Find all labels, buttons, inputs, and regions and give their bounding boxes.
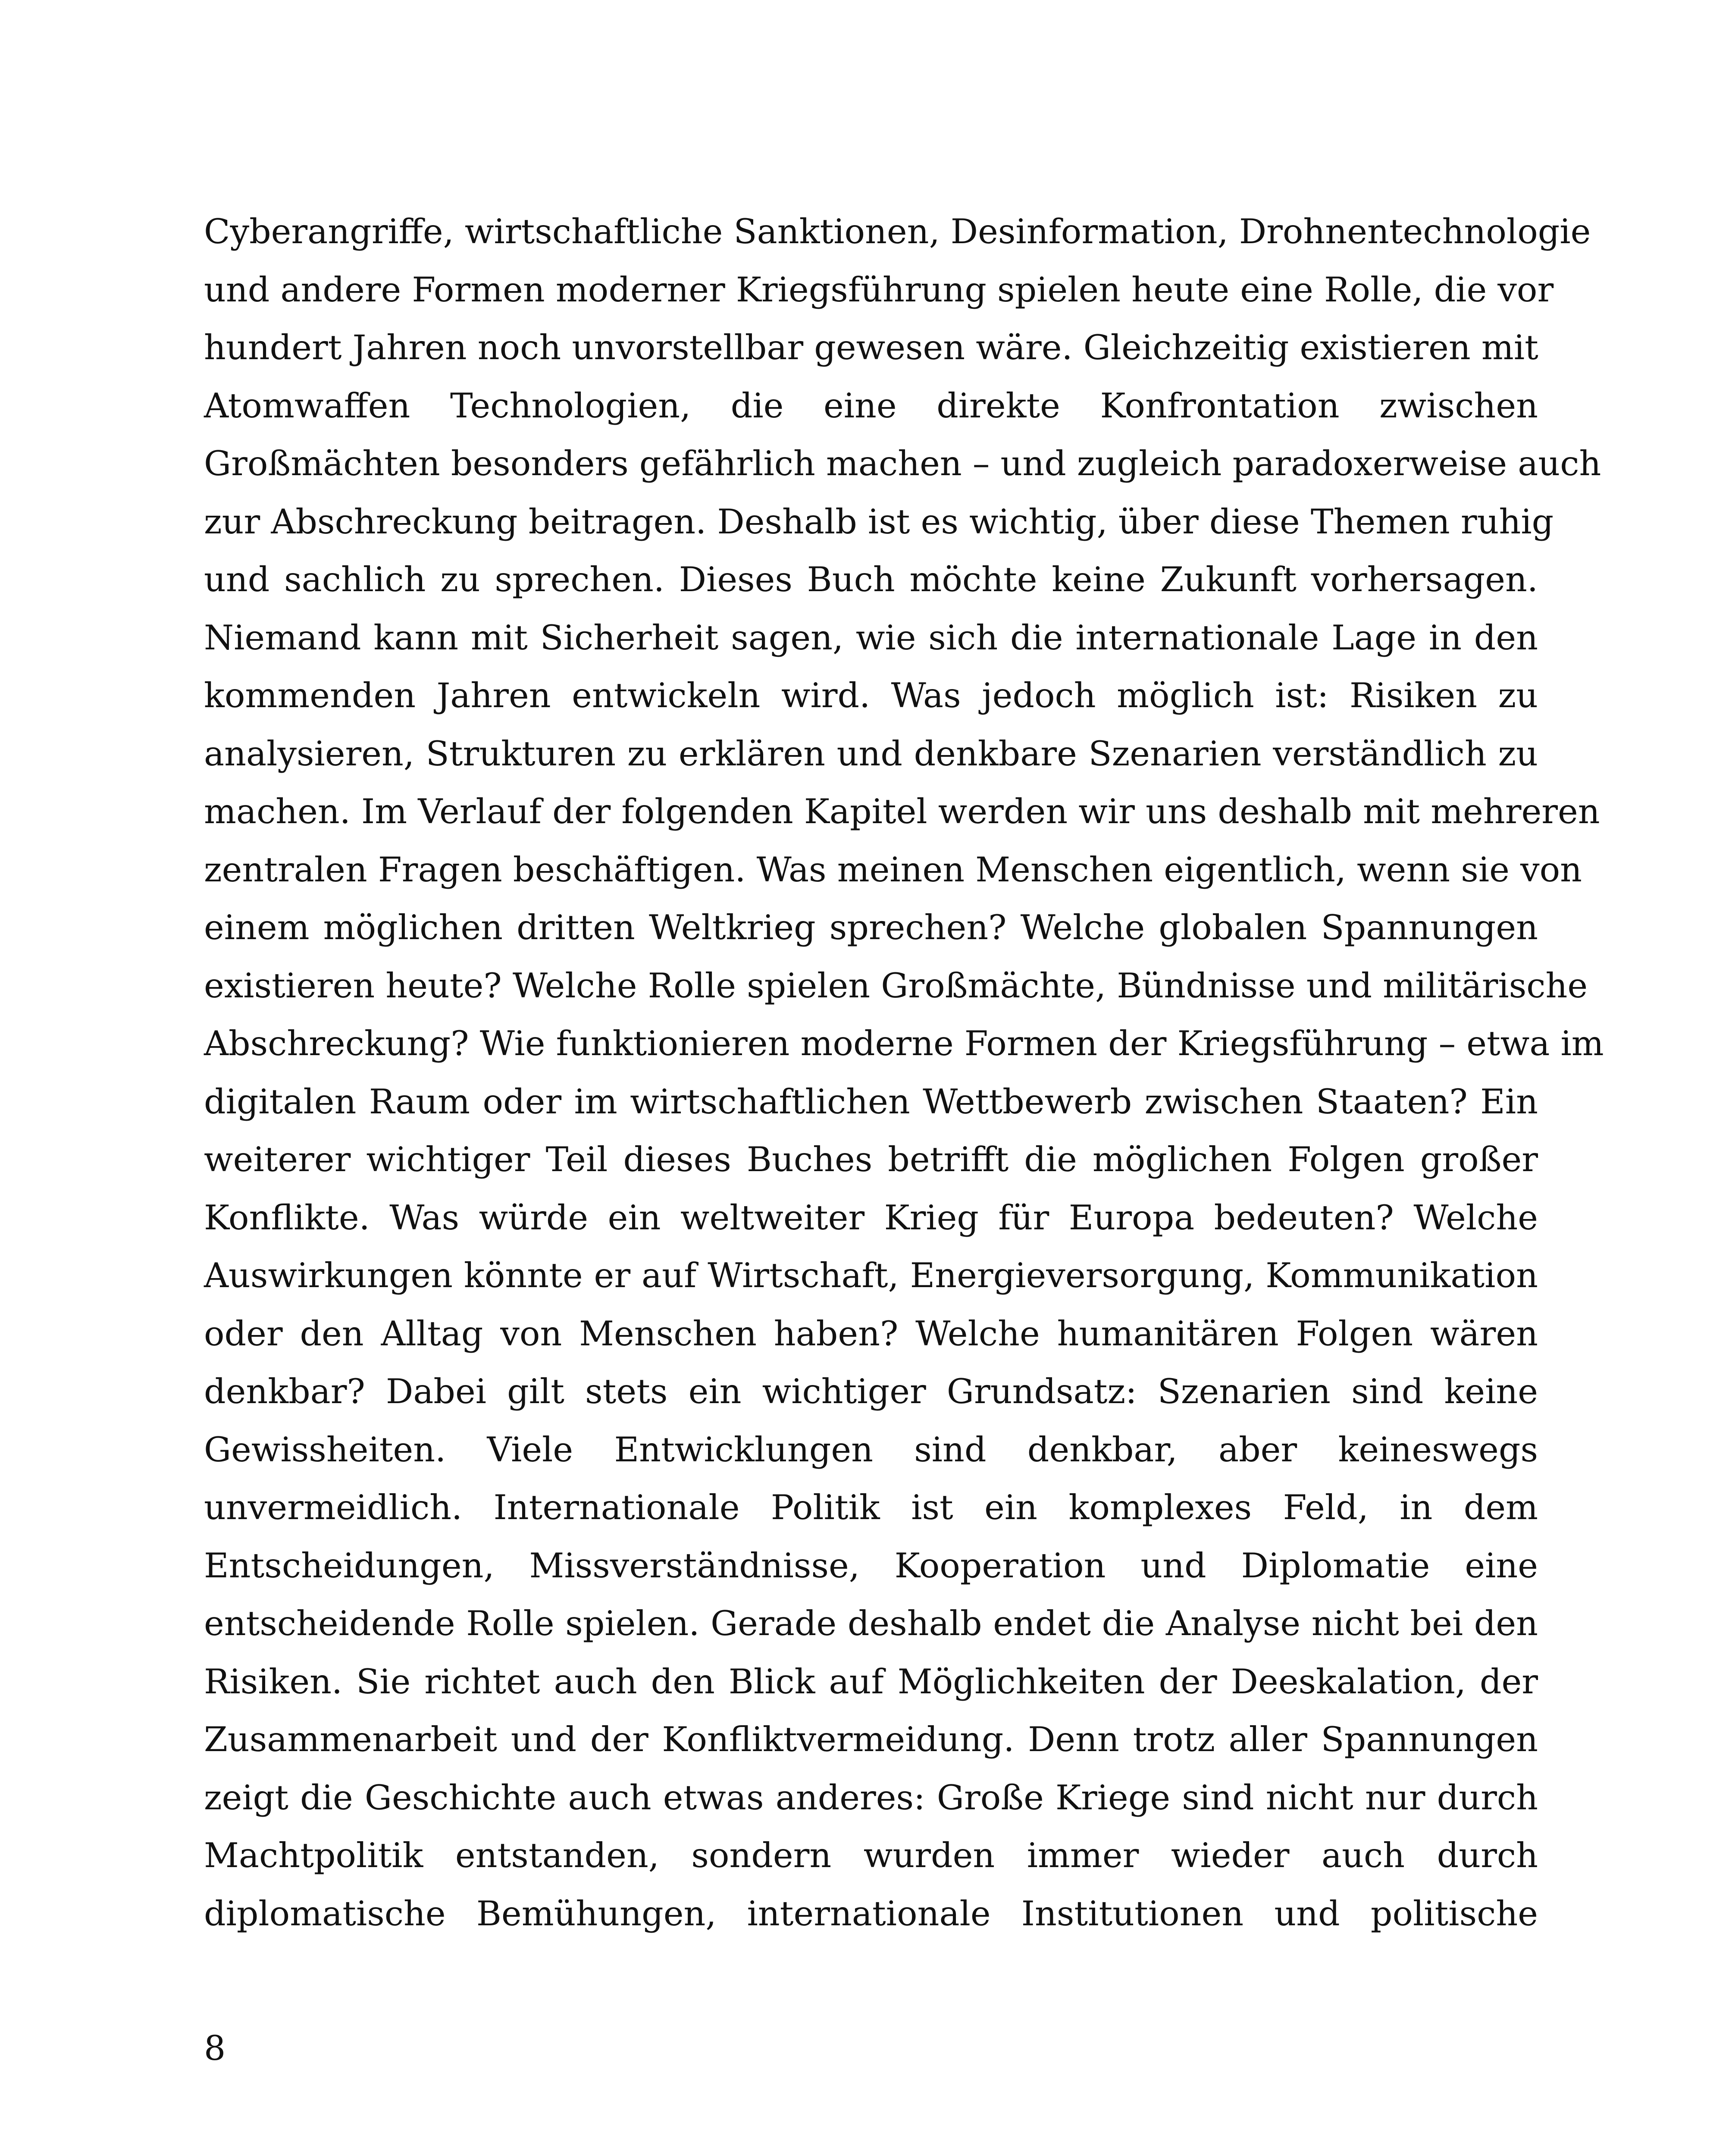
text-line: Cyberangriffe, wirtschaftliche Sanktionen, Desinformation, Drohnentechnologie	[204, 212, 1591, 251]
text-line: unvermeidlich. Internationale Politik ist ein komplexes Feld, in dem	[204, 1488, 1538, 1527]
text-line: existieren heute? Welche Rolle spielen Großmächte, Bündnisse und militärische	[204, 965, 1588, 1006]
text-line: Niemand kann mit Sicherheit sagen, wie sich die internationale Lage in den	[204, 617, 1538, 658]
text-line: und andere Formen moderner Kriegsführung spielen heute eine Rolle, die vor	[204, 270, 1554, 310]
text-line: hundert Jahren noch unvorstellbar gewesen wäre. Gleichzeitig existieren mit	[204, 328, 1538, 367]
text-line: Abschreckung? Wie funktionieren moderne Formen der Kriegsführung – etwa im	[204, 1024, 1604, 1063]
text-line: Konflikte. Was würde ein weltweiter Krieg für Europa bedeuten? Welche	[204, 1197, 1538, 1238]
text-line: zeigt die Geschichte auch etwas anderes: Große Kriege sind nicht nur durch	[204, 1777, 1538, 1818]
text-line: diplomatische Bemühungen, internationale Institutionen und politische	[204, 1893, 1538, 1934]
text-line: denkbar? Dabei gilt stets ein wichtiger Grundsatz: Szenarien sind keine	[204, 1372, 1538, 1411]
text-line: Gewissheiten. Viele Entwicklungen sind denkbar, aber keineswegs	[204, 1429, 1538, 1470]
text-line: Atomwaffen Technologien, die eine direkte Konfrontation zwischen	[204, 385, 1538, 426]
text-line: und sachlich zu sprechen. Dieses Buch möchte keine Zukunft vorhersagen.	[204, 560, 1538, 599]
text-line: Risiken. Sie richtet auch den Blick auf Möglichkeiten der Deeskalation, der	[204, 1661, 1538, 1702]
text-line: einem möglichen dritten Weltkrieg sprechen? Welche globalen Spannungen	[204, 908, 1538, 947]
text-line: oder den Alltag von Menschen haben? Welche humanitären Folgen wären	[204, 1313, 1538, 1354]
text-line: zentralen Fragen beschäftigen. Was meinen Menschen eigentlich, wenn sie von	[204, 849, 1582, 890]
text-line: entscheidende Rolle spielen. Gerade deshalb endet die Analyse nicht bei den	[204, 1604, 1538, 1643]
text-line: analysieren, Strukturen zu erklären und denkbare Szenarien verständlich zu	[204, 733, 1538, 774]
text-line: Auswirkungen könnte er auf Wirtschaft, Energieversorgung, Kommunikation	[204, 1256, 1538, 1295]
text-line: machen. Im Verlauf der folgenden Kapitel werden wir uns deshalb mit mehreren	[204, 792, 1600, 831]
body-text	[204, 203, 1604, 1943]
text-line: Entscheidungen, Missverständnisse, Kooperation und Diplomatie eine	[204, 1545, 1538, 1586]
text-line: weiterer wichtiger Teil dieses Buches betrifft die möglichen Folgen großer	[204, 1140, 1538, 1179]
text-line: Großmächten besonders gefährlich machen – und zugleich paradoxerweise auch	[204, 444, 1601, 483]
text-line: Zusammenarbeit und der Konfliktvermeidung. Denn trotz aller Spannungen	[204, 1720, 1538, 1759]
text-line: kommenden Jahren entwickeln wird. Was jedoch möglich ist: Risiken zu	[204, 676, 1538, 715]
text-line: Machtpolitik entstanden, sondern wurden immer wieder auch durch	[204, 1836, 1538, 1875]
page-number: 8	[204, 2028, 226, 2068]
text-line: digitalen Raum oder im wirtschaftlichen Wettbewerb zwischen Staaten? Ein	[204, 1081, 1538, 1122]
text-line: zur Abschreckung beitragen. Deshalb ist es wichtig, über diese Themen ruhig	[204, 501, 1554, 542]
